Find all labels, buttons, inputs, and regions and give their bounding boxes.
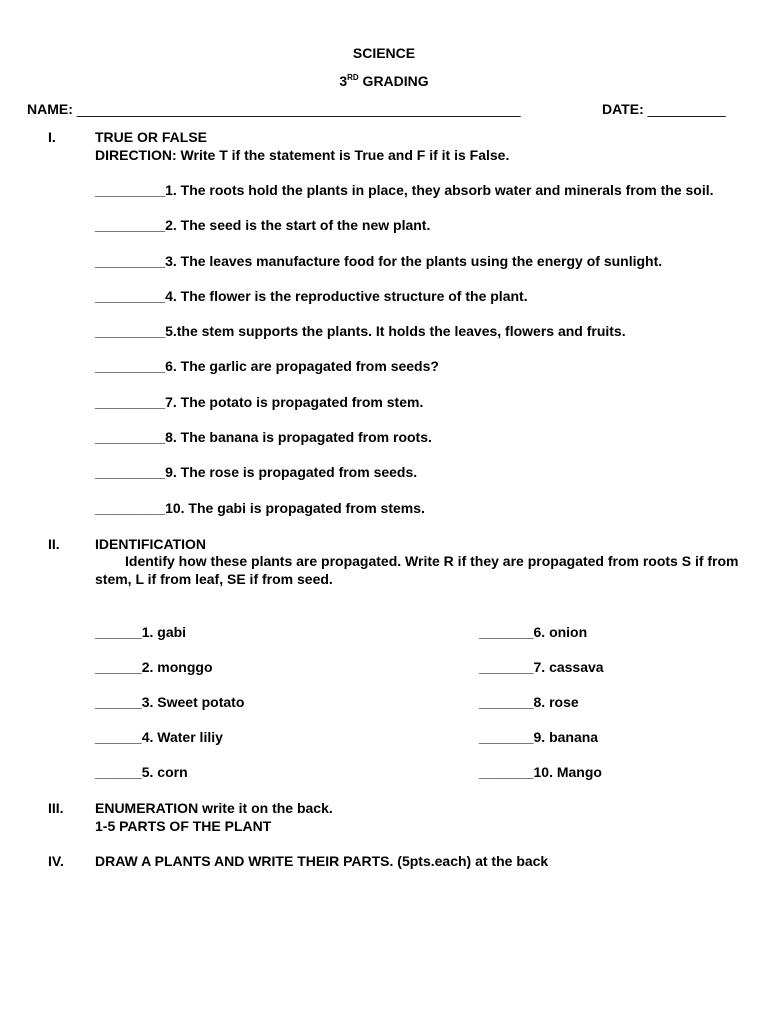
section-1-numeral: I. bbox=[48, 129, 56, 145]
id-item-3: ______3. Sweet potato bbox=[95, 694, 245, 710]
grading-word: GRADING bbox=[358, 73, 429, 89]
section-3-line1: ENUMERATION write it on the back. bbox=[95, 800, 333, 816]
date-row bbox=[602, 101, 726, 118]
name-blank: _________________________________________________________ bbox=[76, 101, 521, 117]
id-item-4: ______4. Water liliy bbox=[95, 729, 223, 745]
id-item-7: _______7. cassava bbox=[479, 659, 604, 675]
tf-item-4: _________4. The flower is the reproductive structure of the plant. bbox=[95, 288, 528, 304]
tf-item-6: _________6. The garlic are propagated from seeds? bbox=[95, 358, 439, 374]
tf-item-10: _________10. The gabi is propagated from stems. bbox=[95, 500, 425, 516]
section-4-line1: DRAW A PLANTS AND WRITE THEIR PARTS. (5pts.each) at the back bbox=[95, 853, 549, 869]
grading-number: 3 bbox=[339, 73, 348, 89]
id-item-6: _______6. onion bbox=[479, 624, 588, 640]
date-blank: __________ bbox=[647, 101, 726, 117]
date-label: DATE: bbox=[602, 101, 648, 117]
id-item-10: _______10. Mango bbox=[479, 764, 602, 780]
section-2-instruction-line2: stem, L if from leaf, SE if from seed. bbox=[95, 571, 333, 587]
section-4-numeral: IV. bbox=[48, 853, 64, 869]
id-item-9: _______9. banana bbox=[479, 729, 599, 745]
section-1-direction: DIRECTION: Write T if the statement is True and F if it is False. bbox=[95, 147, 510, 163]
tf-item-9: _________9. The rose is propagated from seeds. bbox=[95, 464, 418, 480]
section-3-line2: 1-5 PARTS OF THE PLANT bbox=[95, 818, 272, 834]
tf-item-1: _________1. The roots hold the plants in place, they absorb water and minerals from the soil. bbox=[95, 182, 714, 198]
tf-item-2: _________2. The seed is the start of the new plant. bbox=[95, 217, 431, 233]
id-item-5: ______5. corn bbox=[95, 764, 188, 780]
id-item-2: ______2. monggo bbox=[95, 659, 213, 675]
tf-item-5: _________5.the stem supports the plants. It holds the leaves, flowers and fruits. bbox=[95, 323, 626, 339]
tf-item-7: _________7. The potato is propagated from stem. bbox=[95, 394, 424, 410]
section-2-numeral: II. bbox=[48, 536, 60, 552]
section-2-title: IDENTIFICATION bbox=[95, 536, 206, 552]
section-1-title: TRUE OR FALSE bbox=[95, 129, 208, 145]
subject-title: SCIENCE bbox=[352, 45, 416, 61]
grading-title bbox=[0, 73, 768, 90]
section-3-numeral: III. bbox=[48, 800, 64, 816]
tf-item-8: _________8. The banana is propagated from roots. bbox=[95, 429, 432, 445]
tf-item-3: _________3. The leaves manufacture food for the plants using the energy of sunlight. bbox=[95, 253, 663, 269]
name-label: NAME: bbox=[27, 101, 77, 117]
id-item-1: ______1. gabi bbox=[95, 624, 187, 640]
name-row bbox=[27, 101, 521, 118]
section-2-instruction-line1: Identify how these plants are propagated. Write R if they are propagated from roots S if from bbox=[125, 553, 739, 569]
id-item-8: _______8. rose bbox=[479, 694, 579, 710]
grading-superscript: RD bbox=[347, 73, 359, 82]
